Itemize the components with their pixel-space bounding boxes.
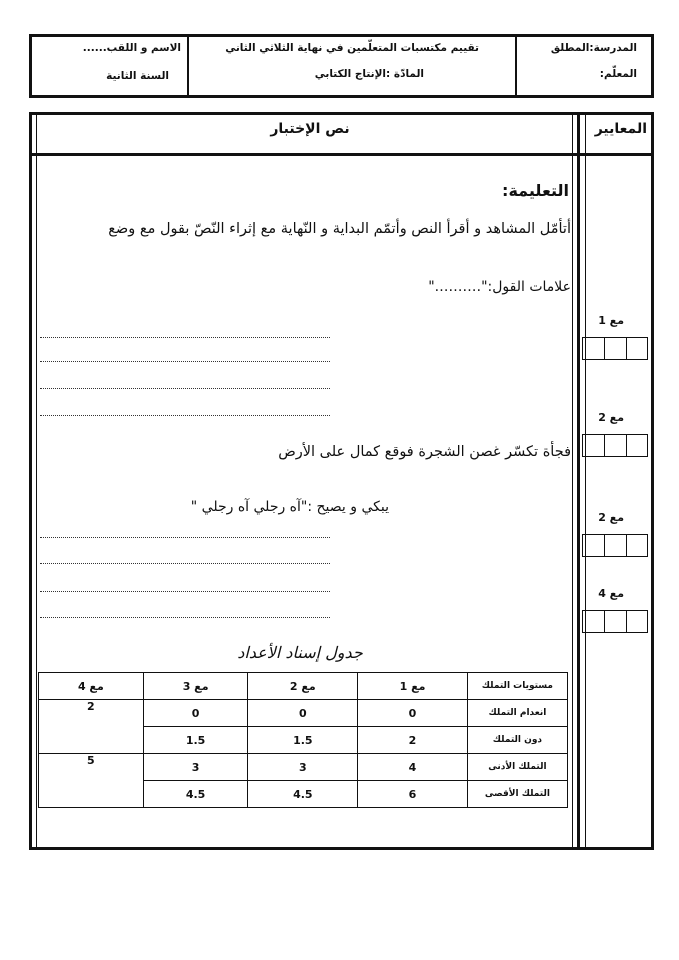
criterion-label-2: مع 2 — [598, 411, 624, 424]
table-cell: 1.5 — [143, 727, 248, 754]
table-cell: 0 — [358, 700, 468, 727]
school-name: المدرسة:المطلق — [550, 42, 637, 54]
table-row — [39, 700, 568, 727]
criterion-label-3: مع 2 — [598, 511, 624, 524]
table-header-row — [39, 673, 568, 700]
instruction-line-1: أتأمّل المشاهد و أقرأ النص وأتمّم البداية و النّهاية مع إثراء النّصّ بقول مع وضع — [108, 221, 571, 237]
table-cell: التملك الأقصى — [467, 781, 567, 808]
table-cell: 1.5 — [248, 727, 358, 754]
table-cell: 5 — [39, 754, 144, 808]
writing-line[interactable] — [40, 537, 330, 538]
story-line-1: فجأة تكسّر غصن الشجرة فوقع كمال على الأرض — [278, 444, 571, 460]
criterion-score-boxes-3[interactable] — [582, 534, 648, 557]
test-header: نص الإختبار — [270, 121, 350, 137]
writing-line[interactable] — [40, 388, 330, 389]
table-cell: 6 — [358, 781, 468, 808]
table-cell: دون التملك — [467, 727, 567, 754]
table-header: مستويات التملك — [467, 673, 567, 700]
grades-table — [38, 672, 568, 808]
criterion-score-boxes-1[interactable] — [582, 337, 648, 360]
criterion-score-boxes-2[interactable] — [582, 434, 648, 457]
criteria-header: المعايير — [594, 121, 647, 137]
grades-table-title: جدول إسناد الأعداد — [237, 643, 363, 662]
table-cell: التملك الأدنى — [467, 754, 567, 781]
grade-level: السنة الثانية — [106, 70, 169, 82]
table-cell: 4 — [358, 754, 468, 781]
table-row — [39, 754, 568, 781]
criterion-label-1: مع 1 — [598, 314, 624, 327]
criterion-label-4: مع 4 — [598, 587, 624, 600]
table-header: مع 2 — [248, 673, 358, 700]
story-line-2: يبكي و يصيح :"آه رجلي آه رجلي " — [190, 499, 389, 515]
criterion-score-boxes-4[interactable] — [582, 610, 648, 633]
table-cell: 4.5 — [143, 781, 248, 808]
instruction-label: التعليمة: — [502, 181, 569, 200]
subject-label: المادّة :الإنتاج الكتابي — [314, 68, 424, 80]
exam-title: تقييم مكتسبات المتعلّمين في نهاية الثلاثي الثاني — [225, 42, 479, 54]
writing-line[interactable] — [40, 361, 330, 362]
table-cell: 4.5 — [248, 781, 358, 808]
table-cell: 3 — [143, 754, 248, 781]
table-cell: 0 — [143, 700, 248, 727]
writing-line[interactable] — [40, 563, 330, 564]
teacher-name: المعلّم: — [599, 68, 637, 80]
table-header: مع 4 — [39, 673, 144, 700]
table-cell: 0 — [248, 700, 358, 727]
instruction-line-2: علامات القول:"………." — [428, 279, 571, 295]
table-cell: 2 — [39, 700, 144, 754]
student-name-field: الاسم و اللقب...... — [82, 42, 181, 54]
writing-line[interactable] — [40, 415, 330, 416]
table-header: مع 3 — [143, 673, 248, 700]
writing-line[interactable] — [40, 591, 330, 592]
table-header: مع 1 — [358, 673, 468, 700]
writing-line[interactable] — [40, 337, 330, 338]
table-cell: 3 — [248, 754, 358, 781]
table-cell: انعدام التملك — [467, 700, 567, 727]
table-cell: 2 — [358, 727, 468, 754]
writing-line[interactable] — [40, 617, 330, 618]
